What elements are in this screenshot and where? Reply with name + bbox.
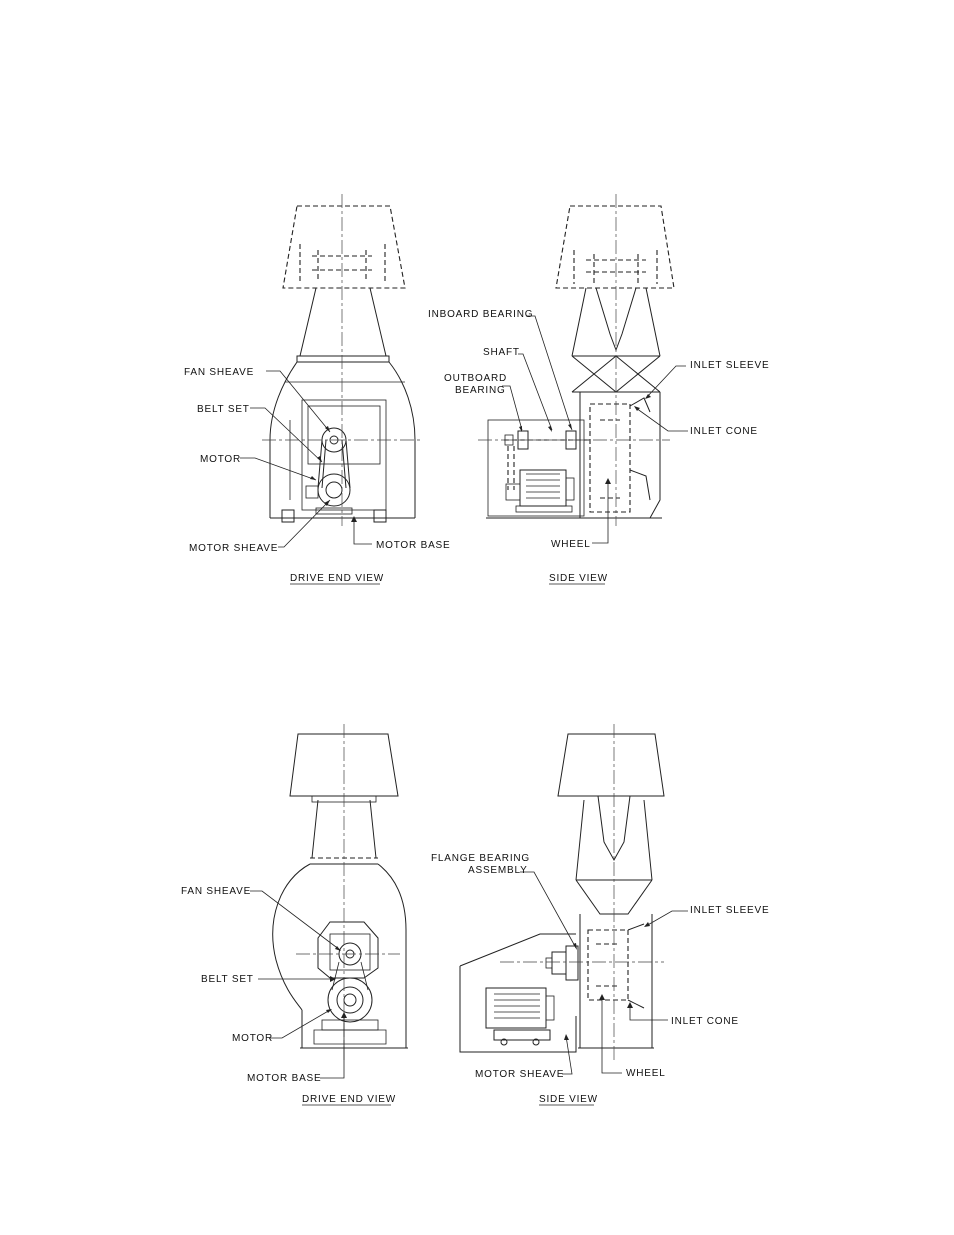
bottom-side-view — [431, 724, 769, 1105]
top-drive-end-view — [184, 194, 451, 584]
bot-de-belt-set — [332, 962, 368, 990]
top-de-hood-frame — [300, 244, 385, 282]
top-de-motor — [318, 474, 350, 506]
label-belt-set: BELT SET — [197, 404, 250, 415]
label-inboard-bearing: INBOARD BEARING — [428, 309, 534, 320]
bot-de-motor — [328, 978, 372, 1022]
label-wheel: WHEEL — [551, 539, 591, 550]
label-motor-base-2: MOTOR BASE — [247, 1073, 322, 1084]
bot-sv-inlet-cone — [628, 924, 644, 1008]
top-de-stack-flange — [297, 356, 389, 362]
bottom-side-title: SIDE VIEW — [539, 1094, 598, 1105]
label-motor-base: MOTOR BASE — [376, 540, 451, 551]
top-sv-inlet-cone — [630, 398, 650, 500]
top-sv-motor — [520, 470, 566, 506]
label-motor: MOTOR — [200, 454, 242, 465]
label-inlet-cone: INLET CONE — [690, 426, 758, 437]
label-fan-sheave-2: FAN SHEAVE — [181, 886, 252, 897]
label-inlet-sleeve-2: INLET SLEEVE — [690, 905, 770, 916]
label-flange-bearing-1: FLANGE BEARING — [431, 853, 530, 864]
bot-sv-guard — [460, 966, 576, 1052]
top-side-view — [428, 194, 769, 584]
bottom-drive-end-title: DRIVE END VIEW — [302, 1094, 396, 1105]
bot-sv-wheel — [588, 930, 628, 1000]
label-fan-sheave: FAN SHEAVE — [184, 367, 255, 378]
label-motor-2: MOTOR — [232, 1033, 274, 1044]
label-wheel-2: WHEEL — [626, 1068, 666, 1079]
label-inlet-sleeve: INLET SLEEVE — [690, 360, 770, 371]
label-outboard-bearing-1: OUTBOARD — [444, 373, 508, 384]
label-outboard-bearing-2: BEARING — [455, 385, 506, 396]
top-side-title: SIDE VIEW — [549, 573, 608, 584]
bot-sv-housing — [580, 914, 652, 1048]
top-drive-end-title: DRIVE END VIEW — [290, 573, 384, 584]
top-sv-hood-frame — [574, 250, 657, 284]
label-motor-sheave-2: MOTOR SHEAVE — [475, 1069, 565, 1080]
label-belt-set-2: BELT SET — [201, 974, 254, 985]
label-motor-sheave: MOTOR SHEAVE — [189, 543, 279, 554]
top-sv-pedestal — [488, 420, 584, 516]
top-sv-housing — [580, 392, 660, 518]
top-de-motor-sheave — [326, 482, 342, 498]
top-de-bearing-frame — [308, 406, 380, 464]
label-inlet-cone-2: INLET CONE — [671, 1016, 739, 1027]
label-flange-bearing-2: ASSEMBLY — [468, 865, 528, 876]
bot-sv-motor-base — [494, 1030, 550, 1040]
label-shaft: SHAFT — [483, 347, 520, 358]
bot-sv-hood — [558, 734, 664, 796]
bot-sv-guard-top — [460, 934, 576, 966]
bot-sv-flange-bearing — [566, 946, 578, 980]
bottom-drive-end-view — [181, 724, 408, 1105]
top-de-hood — [283, 206, 405, 288]
top-de-stack — [300, 288, 386, 356]
